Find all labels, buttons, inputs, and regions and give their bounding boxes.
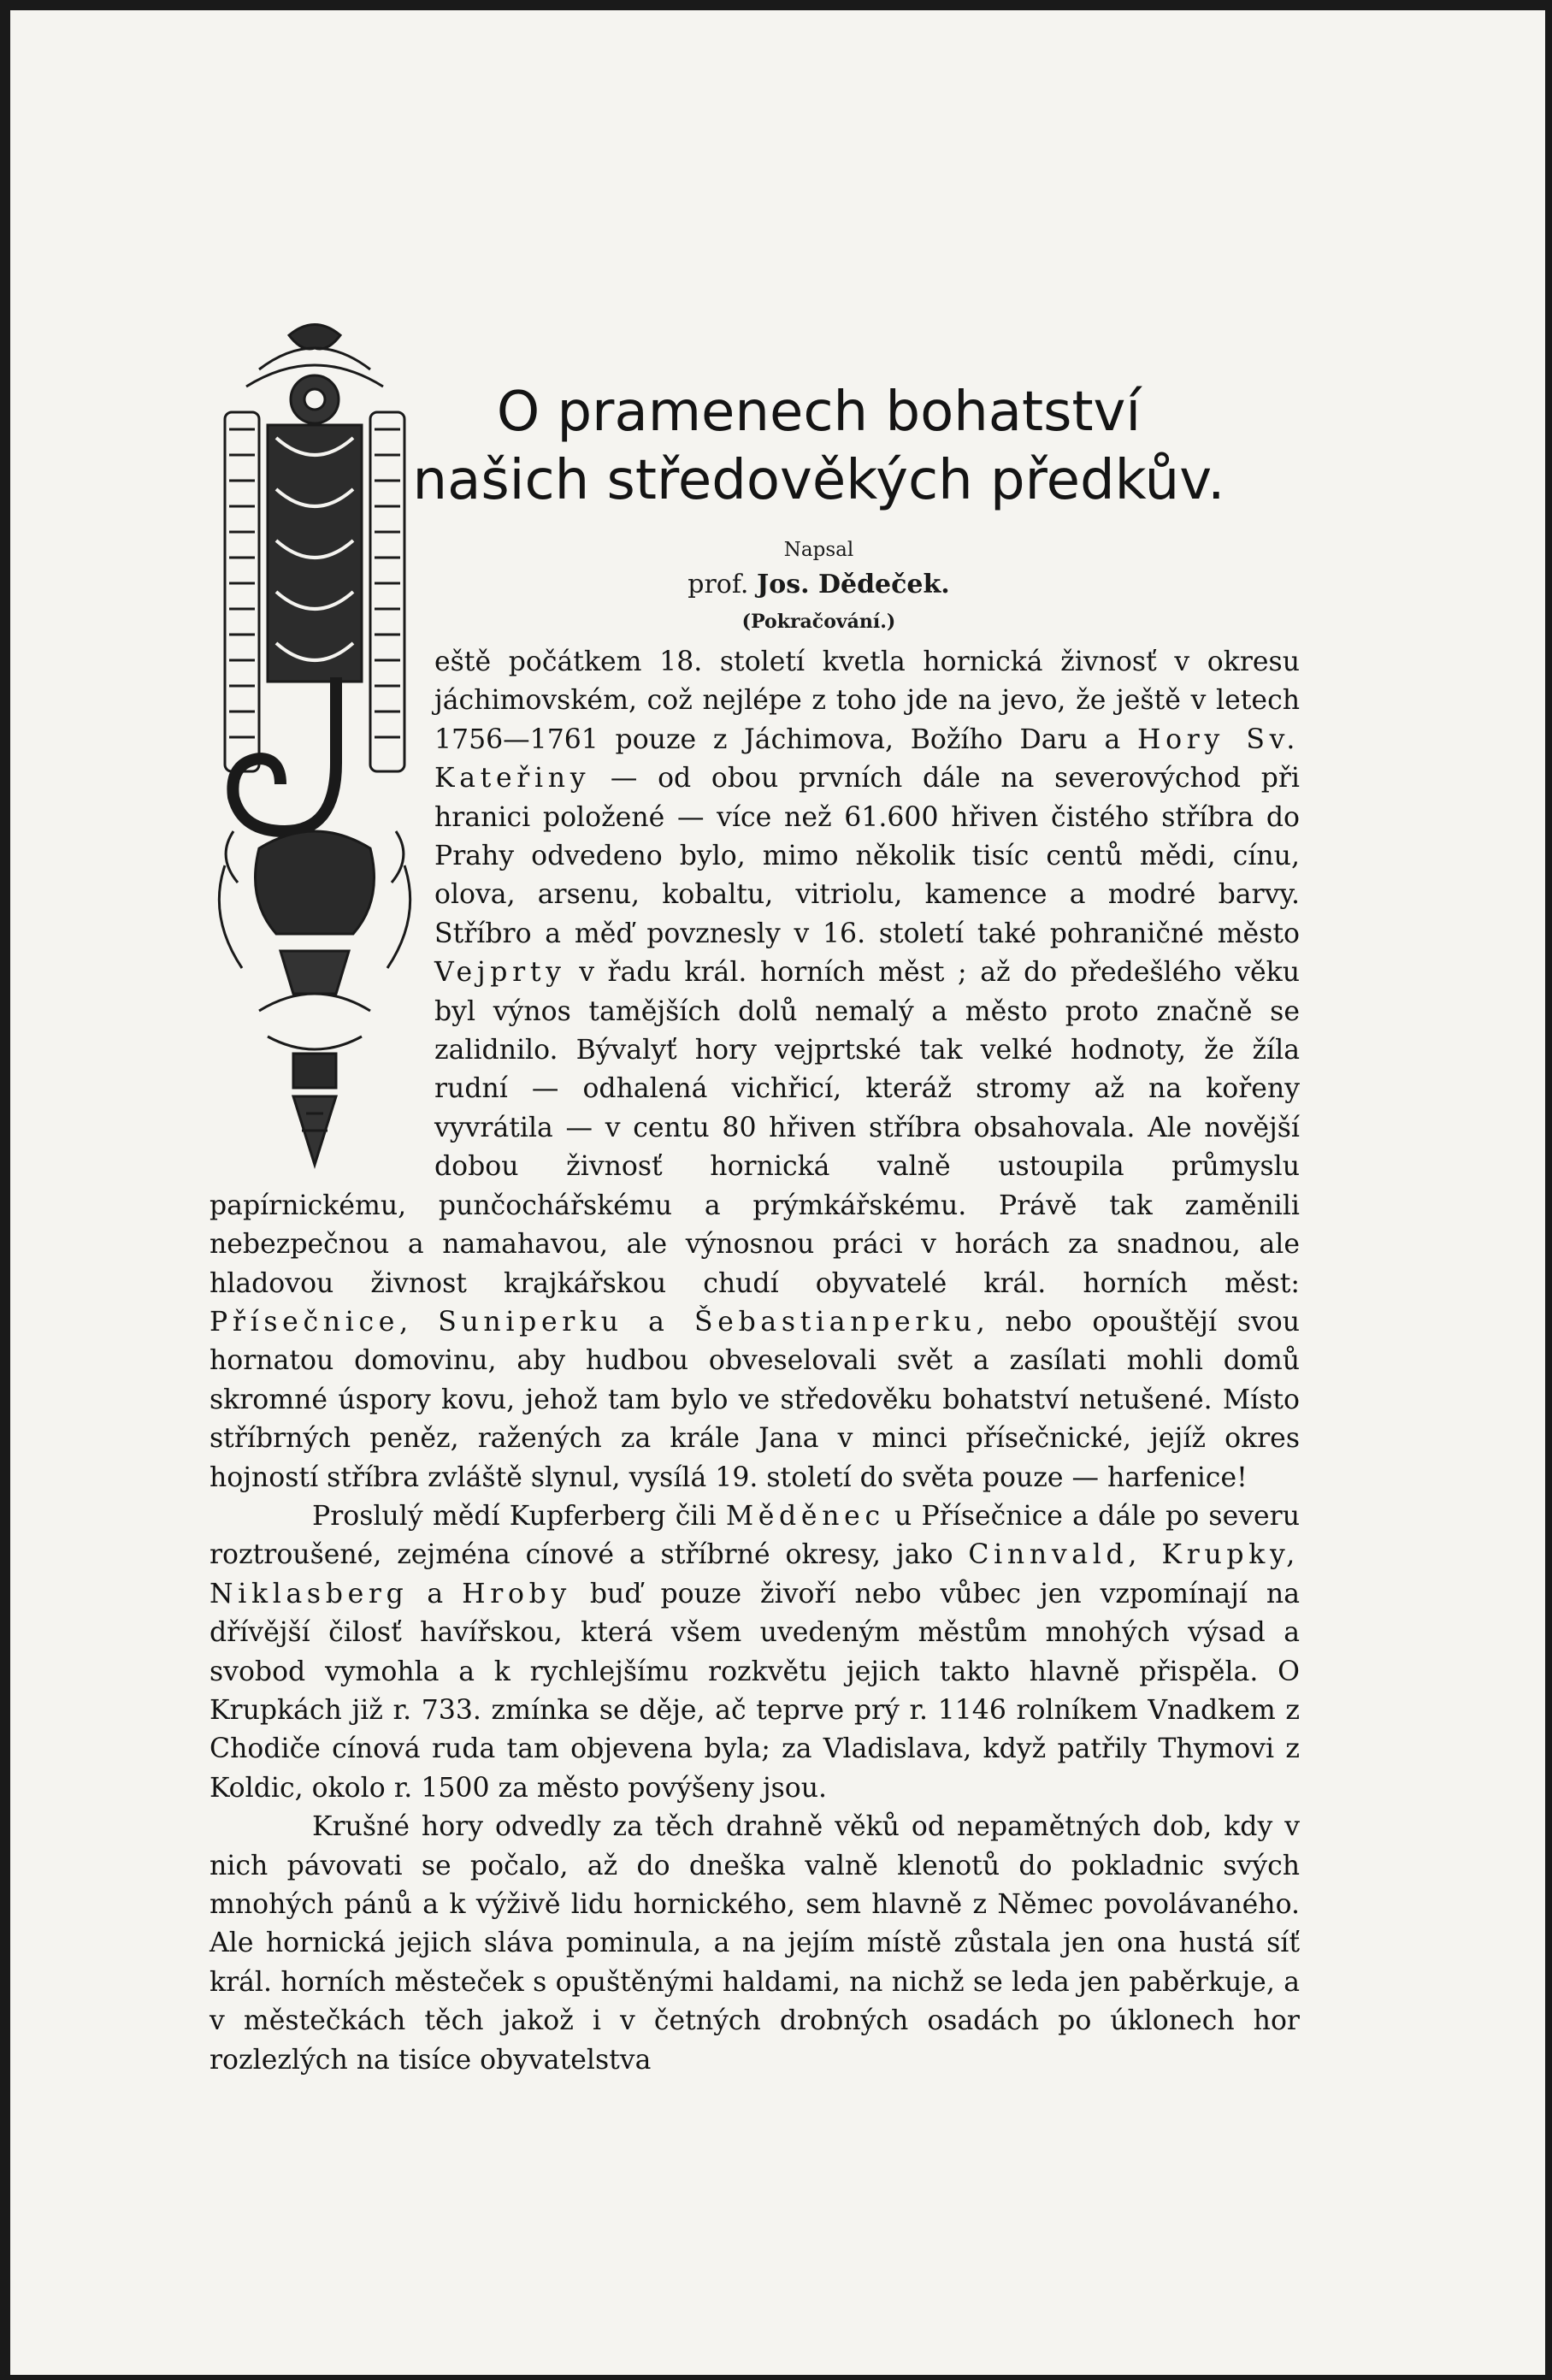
- spaced-names-towns: Přísečnice, Suniperku a Šebastianperku: [209, 1306, 977, 1338]
- title-line-2: našich středověkých předkův.: [412, 449, 1225, 512]
- paragraph-2-text-a: Proslulý mědí Kupferberg čili: [312, 1500, 726, 1532]
- paragraph-2-text-c: a: [408, 1578, 463, 1609]
- author-name: Jos. Dědeček.: [757, 570, 950, 599]
- paragraph-1-text-b: — od obou prvních dále na severovýchod při hranici položené — více než 61.600 hřiven čistého stříbra do Prahy odvedeno bylo, mimo několik tisíc centů mědi, cínu, olova, arsenu, kobaltu, vitriolu, kamence a modré barvy. Stříbro a měď povznesly v 16. století také pohraničné město: [434, 763, 1300, 949]
- spaced-name-medenec: Měděnec: [725, 1500, 885, 1532]
- paragraph-1-text-d: , nebo opouštějí svou hornatou domovinu, aby hudbou obveselovali svět a zasílati mohli domů skromné úspory kovu, jehož tam bylo ve středověku bohatství netušené. Místo stříbrných peněz, ražených za krále Jana v minci přísečnické, jejíž okres hojností stříbra zvláště slynul, vysílá 19. století do světa pouze — harfenice!: [209, 1306, 1300, 1493]
- paragraph-2-text-b: u Přísečnice a dále po severu roztroušené, zejména cínové a stříbrné okresy, jako: [209, 1500, 1300, 1571]
- paragraph-3: Krušné hory odvedly za těch drahně věků od nepamětných dob, kdy v nich pávovati se počalo, až do dneška valně klenotů do pokladnic svých mnohých pánů a k výživě lidu hornického, sem hlavně z Němec povolávaného. Ale hornická jejich sláva pominula, a na jejím místě zůstala jen ona hustá síť král. horních městeček s opuštěnými haldami, na nichž se leda jen paběrkuje, a v městečkách těch jakož i v četných drobných osadách po úklonech hor rozlezlých na tisíce obyvatelstva: [209, 1811, 1300, 2076]
- paragraph-2: [209, 1497, 1300, 1808]
- article: [209, 378, 1300, 2080]
- paragraph-1-text-a: eště počátkem 18. století kvetla hornická živnosť v okresu jáchimovském, což nejlépe z toho jde na jevo, že ještě v letech 1756—1761 pouze z Jáchimova, Božího Daru a: [434, 647, 1300, 755]
- ornamental-initial-j: [208, 318, 422, 1178]
- spaced-name-vejprty: Vejprty: [434, 957, 566, 989]
- paragraph-1-text-c: v řadu král. horních měst ; až do předešlého věku byl výnos tamějších dolů nemalý a město proto značně se zalidnilo. Bývalyť hory vejprtské tak velké hodnoty, že žíla rudní — odhalená vichřicí, kteráž stromy až na kořeny vyvrátila — v centu 80 hřiven stříbra obsahovala. Ale novější dobou živnosť hornická valně ustoupila průmyslu papírnickému, punčochářskému a prýmkářskému. Právě tak zaměnili nebezpečnou a namahavou, ale výnosnou práci v horách za snadnou, ale hladovou živnost krajkářskou chudí obyvatelé král. horních měst:: [209, 957, 1300, 1299]
- author: [338, 564, 1300, 605]
- author-prefix: prof.: [687, 570, 749, 599]
- ornament-drawing: [208, 318, 422, 1178]
- paragraph-2-text-d: buď pouze živoří nebo vůbec jen vzpomínají na dřívější čilosť havířskou, která všem uvedeným městům mnohých výsad a svobod vymohla a k rychlejšímu rozkvětu jejich takto hlavně přispěla. O Krupkách již r. 733. zmínka se děje, ač teprve prý r. 1146 rolníkem Vnadkem z Chodiče cínová ruda tam objevena byla; za Vladislava, když patřily Thymovi z Koldic, okolo r. 1500 za město povýšeny jsou.: [209, 1578, 1300, 1804]
- page: [10, 10, 1545, 2375]
- article-body: [209, 643, 1300, 2080]
- title-line-1: O pramenech bohatství: [496, 381, 1142, 444]
- napsal-label: Napsal: [783, 539, 854, 561]
- spaced-names-cinnvald: Cinnvald, Krupky, Niklasberg: [209, 1539, 1300, 1609]
- spaced-name-hory-sv-kateriny: Hory Sv. Kateřiny: [434, 723, 1300, 794]
- spaced-name-hroby: Hroby: [462, 1578, 571, 1609]
- continuation-note: (Pokračování.): [741, 611, 896, 633]
